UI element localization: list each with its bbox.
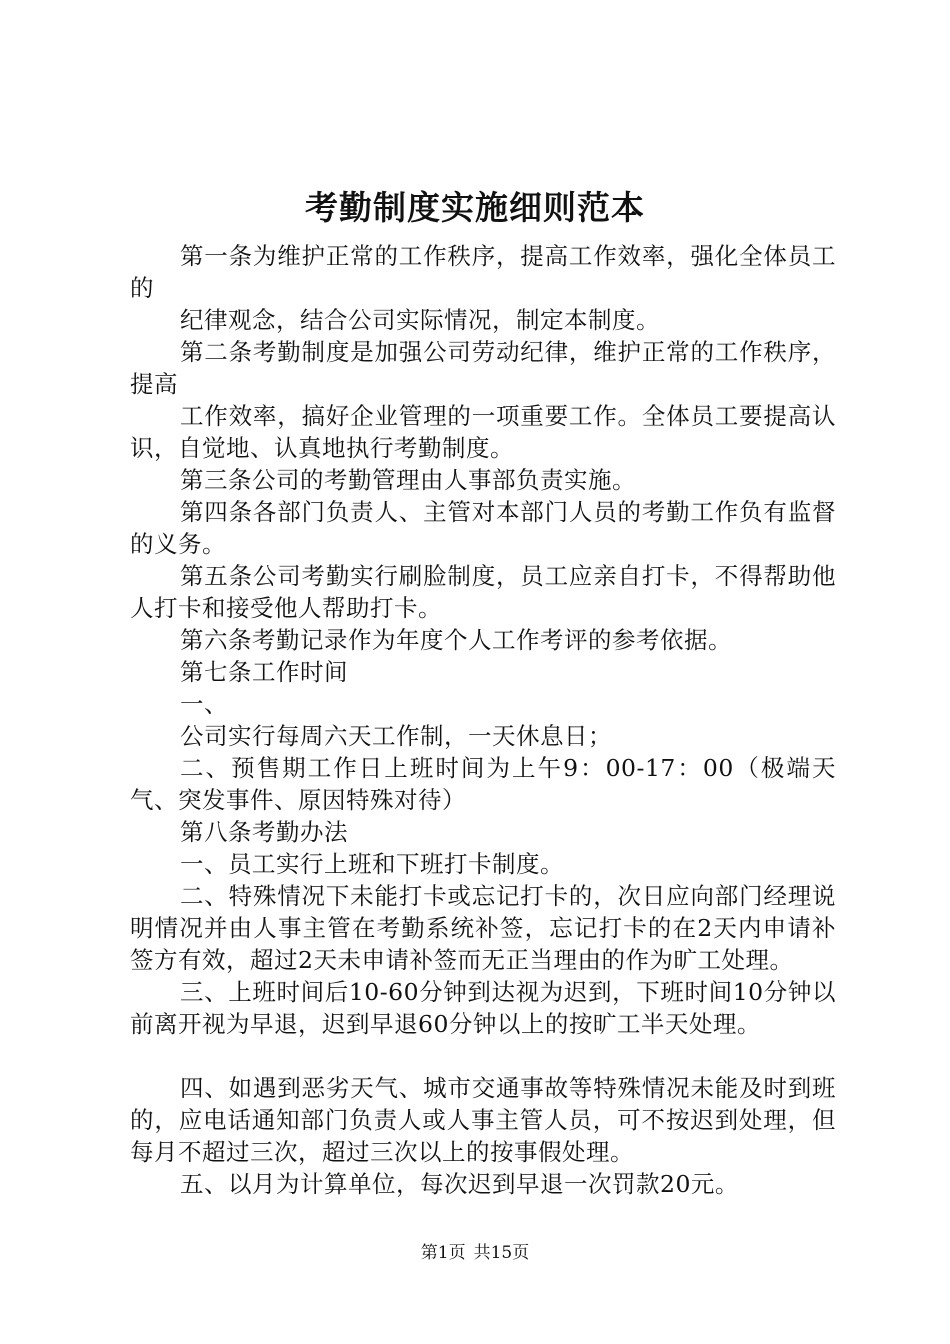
paragraph: 第四条各部门负责人、主管对本部门人员的考勤工作负有监督的义务。 <box>130 498 836 558</box>
document-title: 考勤制度实施细则范本 <box>305 188 645 227</box>
paragraph: 三、上班时间后10-60分钟到达视为迟到，下班时间10分钟以前离开视为早退，迟到早退60分钟以上的按旷工半天处理。 <box>130 978 836 1038</box>
paragraph: 公司实行每周六天工作制，一天休息日； <box>180 722 612 750</box>
page-number: 第1页 <box>420 1243 466 1263</box>
page-total: 共15页 <box>473 1243 530 1263</box>
paragraph: 二、特殊情况下未能打卡或忘记打卡的，次日应向部门经理说明情况并由人事主管在考勤系统补签，忘记打卡的在2天内申请补签方有效，超过2天未申请补签而无正当理由的作为旷工处理。 <box>130 882 836 974</box>
paragraph: 第二条考勤制度是加强公司劳动纪律，维护正常的工作秩序，提高 <box>130 338 836 398</box>
paragraph: 第三条公司的考勤管理由人事部负责实施。 <box>180 466 636 494</box>
document-body <box>130 240 836 1200</box>
paragraph-spacer <box>130 1040 836 1072</box>
paragraph: 五、以月为计算单位，每次迟到早退一次罚款20元。 <box>180 1170 739 1198</box>
paragraph: 第五条公司考勤实行刷脸制度，员工应亲自打卡，不得帮助他人打卡和接受他人帮助打卡。 <box>130 562 836 622</box>
paragraph: 第一条为维护正常的工作秩序，提高工作效率，强化全体员工的 <box>130 242 836 302</box>
paragraph: 第六条考勤记录作为年度个人工作考评的参考依据。 <box>180 626 732 654</box>
paragraph: 纪律观念，结合公司实际情况，制定本制度。 <box>180 306 660 334</box>
paragraph: 工作效率，搞好企业管理的一项重要工作。全体员工要提高认识，自觉地、认真地执行考勤制度。 <box>130 402 836 462</box>
page-footer <box>0 1241 950 1265</box>
paragraph: 四、如遇到恶劣天气、城市交通事故等特殊情况未能及时到班的，应电话通知部门负责人或人事主管人员，可不按迟到处理，但每月不超过三次，超过三次以上的按事假处理。 <box>130 1074 836 1166</box>
paragraph: 第八条考勤办法 <box>180 818 348 846</box>
paragraph: 二、预售期工作日上班时间为上午9：00-17：00（极端天气、突发事件、原因特殊对待） <box>130 754 836 814</box>
paragraph: 一、 <box>180 690 228 718</box>
paragraph: 一、员工实行上班和下班打卡制度。 <box>180 850 564 878</box>
paragraph: 第七条工作时间 <box>180 658 348 686</box>
